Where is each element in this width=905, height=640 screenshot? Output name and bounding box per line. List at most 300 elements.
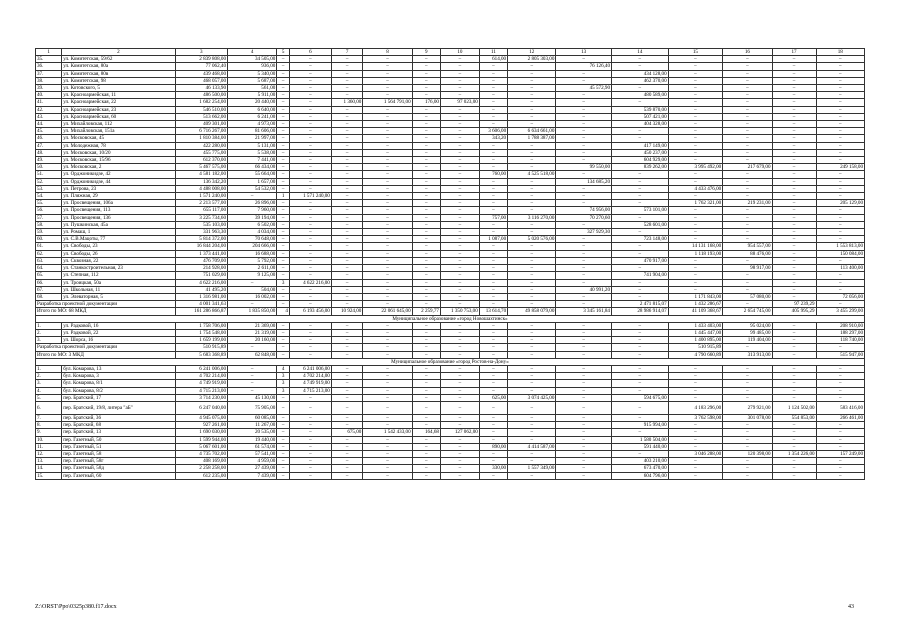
value-cell: 1 433 403,00 bbox=[668, 322, 723, 329]
value-cell: – bbox=[479, 337, 507, 344]
value-cell: – bbox=[723, 465, 772, 472]
value-cell: – bbox=[772, 99, 816, 106]
value-cell: – bbox=[289, 436, 331, 443]
value-cell: – bbox=[412, 322, 440, 329]
value-cell: – bbox=[331, 322, 362, 329]
value-cell: – bbox=[331, 365, 362, 372]
value-cell: – bbox=[440, 250, 479, 257]
value-cell: – bbox=[723, 77, 772, 84]
value-cell: 70 270,60 bbox=[556, 214, 612, 221]
column-number: 14 bbox=[611, 49, 668, 56]
summary-cell: – bbox=[228, 301, 277, 308]
summary-row bbox=[36, 308, 865, 315]
value-cell: – bbox=[508, 450, 556, 457]
value-cell: – bbox=[363, 279, 412, 286]
value-cell: – bbox=[816, 394, 864, 401]
value-cell: 75 905,00 bbox=[228, 401, 277, 414]
value-cell: – bbox=[668, 272, 723, 279]
value-cell: – bbox=[508, 149, 556, 156]
row-number: 7. bbox=[36, 414, 62, 421]
value-cell: – bbox=[289, 401, 331, 414]
value-cell: – bbox=[772, 257, 816, 264]
value-cell: – bbox=[331, 164, 362, 171]
value-cell: 57 541,00 bbox=[228, 450, 277, 457]
value-cell: – bbox=[277, 272, 290, 279]
table-row bbox=[36, 243, 865, 250]
table-row bbox=[36, 272, 865, 279]
value-cell: – bbox=[412, 380, 440, 387]
value-cell: – bbox=[277, 436, 290, 443]
value-cell: – bbox=[723, 128, 772, 135]
value-cell: – bbox=[277, 106, 290, 113]
value-cell: – bbox=[440, 221, 479, 228]
value-cell: – bbox=[816, 272, 864, 279]
value-cell: – bbox=[277, 171, 290, 178]
row-number: 63. bbox=[36, 257, 62, 264]
value-cell: – bbox=[289, 92, 331, 99]
summary-cell: 405 995,29 bbox=[772, 308, 816, 315]
value-cell: – bbox=[277, 472, 290, 479]
value-cell: 16 002,00 bbox=[228, 293, 277, 300]
value-cell: – bbox=[331, 450, 362, 457]
address-cell: пер. Газетный, 50 bbox=[62, 436, 175, 443]
summary-cell: – bbox=[556, 351, 612, 358]
value-cell: – bbox=[508, 373, 556, 380]
table-row bbox=[36, 286, 865, 293]
summary-cell: – bbox=[479, 344, 507, 351]
value-cell: – bbox=[668, 465, 723, 472]
value-cell: 3 714 230,00 bbox=[175, 394, 227, 401]
value-cell: – bbox=[556, 128, 612, 135]
value-cell: – bbox=[723, 458, 772, 465]
value-cell: – bbox=[611, 380, 668, 387]
value-cell: – bbox=[723, 85, 772, 92]
value-cell: 60 085,00 bbox=[228, 414, 277, 421]
value-cell: – bbox=[289, 135, 331, 142]
row-number: 61. bbox=[36, 243, 62, 250]
row-number: 53. bbox=[36, 185, 62, 192]
value-cell: – bbox=[277, 113, 290, 120]
value-cell: – bbox=[277, 329, 290, 336]
value-cell: – bbox=[772, 56, 816, 63]
row-number: 35. bbox=[36, 56, 62, 63]
column-number: 3 bbox=[175, 49, 227, 56]
section-heading: Муниципальное образование «город Ростов-на-Дону» bbox=[36, 358, 865, 365]
value-cell: – bbox=[556, 221, 612, 228]
value-cell: – bbox=[772, 465, 816, 472]
summary-cell: – bbox=[331, 301, 362, 308]
value-cell: – bbox=[772, 149, 816, 156]
value-cell: 723 148,00 bbox=[611, 236, 668, 243]
value-cell: – bbox=[479, 92, 507, 99]
value-cell: 6 241 006,00 bbox=[175, 365, 227, 372]
table-row bbox=[36, 56, 865, 63]
value-cell: – bbox=[289, 200, 331, 207]
row-number: 12. bbox=[36, 450, 62, 457]
address-cell: пер. Братский, 13 bbox=[62, 429, 175, 436]
summary-cell: – bbox=[289, 301, 331, 308]
value-cell: 279 921,00 bbox=[723, 401, 772, 414]
value-cell: – bbox=[723, 279, 772, 286]
value-cell: – bbox=[289, 422, 331, 429]
value-cell: – bbox=[668, 214, 723, 221]
value-cell: – bbox=[556, 142, 612, 149]
value-cell: – bbox=[556, 329, 612, 336]
column-number: 7 bbox=[331, 49, 362, 56]
value-cell: – bbox=[412, 135, 440, 142]
summary-cell: 161 286 866,87 bbox=[175, 308, 227, 315]
value-cell: – bbox=[772, 121, 816, 128]
summary-cell: – bbox=[508, 351, 556, 358]
value-cell: – bbox=[772, 365, 816, 372]
value-cell: – bbox=[363, 286, 412, 293]
value-cell: – bbox=[772, 70, 816, 77]
value-cell: – bbox=[331, 265, 362, 272]
value-cell: – bbox=[363, 113, 412, 120]
value-cell: – bbox=[440, 164, 479, 171]
value-cell: 954 557,00 bbox=[723, 243, 772, 250]
value-cell: – bbox=[556, 401, 612, 414]
row-number: 57. bbox=[36, 214, 62, 221]
address-cell: пер. Братский, 19/8, литера "аБ" bbox=[62, 401, 175, 414]
value-cell: – bbox=[816, 422, 864, 429]
value-cell: – bbox=[289, 56, 331, 63]
summary-cell: – bbox=[228, 344, 277, 351]
value-cell: 3 bbox=[277, 373, 290, 380]
value-cell: – bbox=[277, 450, 290, 457]
value-cell: – bbox=[611, 243, 668, 250]
value-cell: – bbox=[816, 443, 864, 450]
value-cell: – bbox=[277, 128, 290, 135]
table-row bbox=[36, 77, 865, 84]
value-cell: – bbox=[479, 99, 507, 106]
value-cell: – bbox=[723, 236, 772, 243]
value-cell: – bbox=[479, 387, 507, 394]
value-cell: 4 488 008,00 bbox=[175, 185, 227, 192]
value-cell: – bbox=[412, 401, 440, 414]
value-cell: 119 404,00 bbox=[723, 337, 772, 344]
value-cell: – bbox=[363, 401, 412, 414]
value-cell: – bbox=[611, 128, 668, 135]
summary-cell: 3 345 161,84 bbox=[556, 308, 612, 315]
value-cell: – bbox=[412, 229, 440, 236]
value-cell: 3 606,00 bbox=[479, 128, 507, 135]
value-cell: – bbox=[440, 113, 479, 120]
row-number: 55. bbox=[36, 200, 62, 207]
value-cell: – bbox=[556, 121, 612, 128]
row-number: 52. bbox=[36, 178, 62, 185]
value-cell: – bbox=[440, 229, 479, 236]
value-cell: 4 715 213,00 bbox=[289, 387, 331, 394]
value-cell: – bbox=[816, 279, 864, 286]
value-cell: – bbox=[668, 56, 723, 63]
value-cell: – bbox=[440, 380, 479, 387]
value-cell: – bbox=[723, 380, 772, 387]
value-cell: – bbox=[723, 365, 772, 372]
value-cell: – bbox=[440, 401, 479, 414]
value-cell: – bbox=[412, 293, 440, 300]
value-cell: – bbox=[440, 257, 479, 264]
value-cell: – bbox=[412, 394, 440, 401]
table-row bbox=[36, 63, 865, 70]
value-cell: – bbox=[556, 92, 612, 99]
value-cell: – bbox=[816, 157, 864, 164]
value-cell: 4 735 702,00 bbox=[175, 450, 227, 457]
value-cell: – bbox=[363, 106, 412, 113]
value-cell: – bbox=[556, 465, 612, 472]
value-cell: 1 354 226,00 bbox=[772, 450, 816, 457]
row-number: 10. bbox=[36, 436, 62, 443]
value-cell: 1 659 199,00 bbox=[175, 337, 227, 344]
value-cell: 5 340,00 bbox=[228, 70, 277, 77]
document-sheet bbox=[35, 48, 865, 480]
value-cell: – bbox=[479, 272, 507, 279]
value-cell: – bbox=[668, 458, 723, 465]
value-cell: – bbox=[479, 157, 507, 164]
value-cell: – bbox=[723, 70, 772, 77]
summary-cell: – bbox=[289, 351, 331, 358]
value-cell: – bbox=[479, 142, 507, 149]
value-cell: 561,00 bbox=[228, 85, 277, 92]
value-cell: – bbox=[508, 337, 556, 344]
value-cell: – bbox=[331, 243, 362, 250]
value-cell: – bbox=[668, 207, 723, 214]
value-cell: – bbox=[412, 458, 440, 465]
value-cell: – bbox=[668, 387, 723, 394]
value-cell: – bbox=[412, 121, 440, 128]
value-cell: – bbox=[228, 193, 277, 200]
value-cell: – bbox=[816, 56, 864, 63]
value-cell: – bbox=[331, 458, 362, 465]
summary-cell: 1 432 286,67 bbox=[668, 301, 723, 308]
value-cell: – bbox=[331, 401, 362, 414]
value-cell: – bbox=[363, 436, 412, 443]
value-cell: – bbox=[508, 164, 556, 171]
value-cell: 757,00 bbox=[479, 214, 507, 221]
value-cell: – bbox=[412, 387, 440, 394]
value-cell: – bbox=[363, 365, 412, 372]
value-cell: – bbox=[668, 149, 723, 156]
value-cell: – bbox=[363, 243, 412, 250]
value-cell: 927 261,00 bbox=[175, 422, 227, 429]
column-number: 6 bbox=[289, 49, 331, 56]
address-cell: пер. Газетный, 58г bbox=[62, 458, 175, 465]
value-cell: – bbox=[556, 243, 612, 250]
value-cell: – bbox=[331, 380, 362, 387]
value-cell: – bbox=[440, 70, 479, 77]
value-cell: 46 133,90 bbox=[175, 85, 227, 92]
table-row bbox=[36, 436, 865, 443]
value-cell: – bbox=[668, 286, 723, 293]
value-cell: – bbox=[816, 185, 864, 192]
value-cell: – bbox=[277, 121, 290, 128]
value-cell: – bbox=[289, 329, 331, 336]
summary-label: Итого по МО: 3 МКД bbox=[36, 351, 176, 358]
table-row bbox=[36, 443, 865, 450]
value-cell: – bbox=[772, 178, 816, 185]
value-cell: – bbox=[668, 443, 723, 450]
table-row bbox=[36, 236, 865, 243]
value-cell: 1 557 349,00 bbox=[508, 465, 556, 472]
value-cell: 54 532,00 bbox=[228, 185, 277, 192]
summary-cell: 97 239,29 bbox=[772, 301, 816, 308]
value-cell: – bbox=[611, 135, 668, 142]
value-cell: – bbox=[508, 142, 556, 149]
value-cell: – bbox=[363, 229, 412, 236]
value-cell: – bbox=[363, 128, 412, 135]
value-cell: – bbox=[508, 401, 556, 414]
value-cell: – bbox=[723, 286, 772, 293]
value-cell: – bbox=[816, 387, 864, 394]
value-cell: 136 342,20 bbox=[175, 178, 227, 185]
value-cell: – bbox=[479, 221, 507, 228]
summary-cell: 510 915,89 bbox=[668, 344, 723, 351]
value-cell: – bbox=[772, 92, 816, 99]
value-cell: – bbox=[556, 236, 612, 243]
value-cell: – bbox=[668, 63, 723, 70]
summary-cell: 510 915,89 bbox=[175, 344, 227, 351]
summary-cell: 4 bbox=[277, 308, 290, 315]
row-number: 6. bbox=[36, 401, 62, 414]
value-cell: 120 398,00 bbox=[723, 450, 772, 457]
summary-cell: – bbox=[412, 301, 440, 308]
summary-label: Разработка проектной документации bbox=[36, 301, 176, 308]
summary-cell: 62 848,00 bbox=[228, 351, 277, 358]
value-cell: 504,00 bbox=[228, 286, 277, 293]
value-cell: – bbox=[440, 128, 479, 135]
address-cell: пер. Братский, 17 bbox=[62, 394, 175, 401]
value-cell: – bbox=[331, 106, 362, 113]
value-cell: – bbox=[440, 185, 479, 192]
row-number: 58. bbox=[36, 221, 62, 228]
value-cell: – bbox=[440, 56, 479, 63]
value-cell: – bbox=[772, 286, 816, 293]
value-cell: – bbox=[772, 85, 816, 92]
address-cell: ул. Свободы, 26 bbox=[62, 250, 175, 257]
address-cell: ул. Шорса, 16 bbox=[62, 337, 175, 344]
value-cell: 6 247 040,00 bbox=[175, 401, 227, 414]
value-cell: – bbox=[412, 142, 440, 149]
value-cell: – bbox=[289, 142, 331, 149]
value-cell: – bbox=[816, 135, 864, 142]
value-cell: – bbox=[331, 85, 362, 92]
value-cell: – bbox=[668, 85, 723, 92]
value-cell: – bbox=[723, 394, 772, 401]
value-cell: – bbox=[508, 207, 556, 214]
value-cell: 99 550,00 bbox=[556, 164, 612, 171]
summary-cell: – bbox=[508, 344, 556, 351]
value-cell: – bbox=[556, 171, 612, 178]
value-cell: – bbox=[331, 286, 362, 293]
value-cell: – bbox=[479, 185, 507, 192]
value-cell: 462 370,00 bbox=[611, 77, 668, 84]
value-cell: 404 328,00 bbox=[611, 121, 668, 128]
value-cell: – bbox=[363, 450, 412, 457]
value-cell: – bbox=[668, 142, 723, 149]
value-cell: – bbox=[363, 200, 412, 207]
value-cell: – bbox=[412, 214, 440, 221]
value-cell: – bbox=[816, 128, 864, 135]
value-cell: – bbox=[277, 70, 290, 77]
value-cell: – bbox=[556, 193, 612, 200]
table-row bbox=[36, 465, 865, 472]
value-cell: – bbox=[412, 85, 440, 92]
value-cell: – bbox=[668, 429, 723, 436]
value-cell: 604 796,00 bbox=[611, 472, 668, 479]
value-cell: – bbox=[363, 135, 412, 142]
value-cell: – bbox=[412, 265, 440, 272]
row-number: 50. bbox=[36, 164, 62, 171]
value-cell: 480 589,00 bbox=[611, 92, 668, 99]
value-cell: – bbox=[363, 472, 412, 479]
value-cell: – bbox=[412, 77, 440, 84]
value-cell: – bbox=[772, 229, 816, 236]
value-cell: – bbox=[331, 394, 362, 401]
value-cell: – bbox=[816, 286, 864, 293]
summary-cell: 2 259,77 bbox=[412, 308, 440, 315]
summary-cell: – bbox=[277, 301, 290, 308]
table-row bbox=[36, 329, 865, 336]
value-cell: – bbox=[289, 243, 331, 250]
value-cell: – bbox=[331, 414, 362, 421]
value-cell: – bbox=[412, 56, 440, 63]
value-cell: – bbox=[816, 92, 864, 99]
value-cell: – bbox=[277, 200, 290, 207]
value-cell: – bbox=[723, 135, 772, 142]
value-cell: – bbox=[556, 200, 612, 207]
row-number: 51. bbox=[36, 171, 62, 178]
value-cell: – bbox=[723, 422, 772, 429]
value-cell: – bbox=[668, 380, 723, 387]
value-cell: – bbox=[668, 70, 723, 77]
value-cell: – bbox=[772, 429, 816, 436]
value-cell: – bbox=[277, 422, 290, 429]
value-cell: – bbox=[277, 157, 290, 164]
value-cell: – bbox=[508, 414, 556, 421]
value-cell: – bbox=[508, 422, 556, 429]
value-cell: – bbox=[277, 394, 290, 401]
value-cell: 70 648,00 bbox=[228, 236, 277, 243]
value-cell: – bbox=[508, 293, 556, 300]
value-cell: – bbox=[479, 193, 507, 200]
value-cell: – bbox=[556, 77, 612, 84]
table-row bbox=[36, 185, 865, 192]
value-cell: – bbox=[277, 243, 290, 250]
value-cell: – bbox=[440, 149, 479, 156]
value-cell: 614,00 bbox=[479, 56, 507, 63]
value-cell: – bbox=[277, 250, 290, 257]
summary-cell: – bbox=[440, 301, 479, 308]
value-cell: – bbox=[508, 99, 556, 106]
value-cell: – bbox=[440, 279, 479, 286]
value-cell: 330,00 bbox=[479, 465, 507, 472]
value-cell: 625,00 bbox=[479, 394, 507, 401]
value-cell: – bbox=[611, 293, 668, 300]
column-number: 11 bbox=[479, 49, 507, 56]
value-cell: – bbox=[289, 257, 331, 264]
value-cell: 3 995 492,00 bbox=[668, 164, 723, 171]
value-cell: – bbox=[772, 77, 816, 84]
summary-row bbox=[36, 344, 865, 351]
value-cell: 1 553 813,00 bbox=[816, 243, 864, 250]
value-cell: – bbox=[556, 337, 612, 344]
value-cell: – bbox=[668, 128, 723, 135]
value-cell: – bbox=[331, 436, 362, 443]
value-cell: 20 535,00 bbox=[228, 429, 277, 436]
value-cell: 2 839 808,00 bbox=[175, 56, 227, 63]
value-cell: – bbox=[277, 229, 290, 236]
value-cell: – bbox=[277, 337, 290, 344]
